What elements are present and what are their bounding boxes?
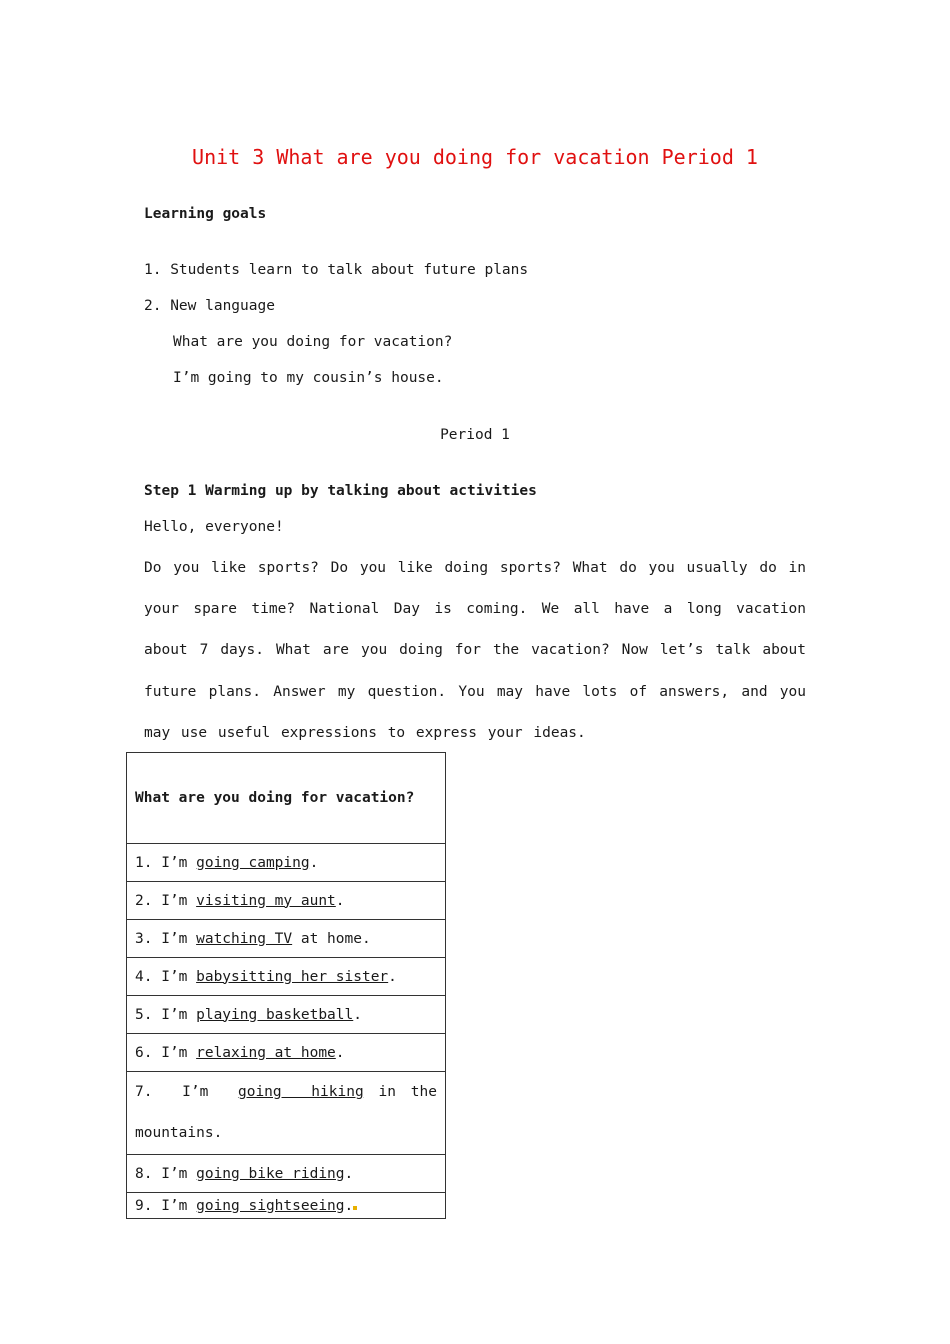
table-row: 4. I’m babysitting her sister.	[127, 958, 446, 996]
table-row: 6. I’m relaxing at home.	[127, 1034, 446, 1072]
document-title: Unit 3 What are you doing for vacation Period 1	[192, 145, 758, 169]
table-row: 7. I’m going hiking in the mountains.	[127, 1072, 446, 1155]
edit-marker-icon	[353, 1206, 357, 1210]
period-heading: Period 1	[440, 427, 510, 443]
example-sentence-1: What are you doing for vacation?	[173, 334, 453, 350]
table-header: What are you doing for vacation?	[127, 753, 446, 844]
greeting: Hello, everyone!	[144, 519, 284, 535]
goal-item-2: 2. New language	[144, 298, 275, 314]
table-row: 9. I’m going sightseeing.	[127, 1193, 446, 1219]
step1-heading: Step 1 Warming up by talking about activities	[144, 483, 537, 499]
table-row: 1. I’m going camping.	[127, 844, 446, 882]
table-row: 2. I’m visiting my aunt.	[127, 882, 446, 920]
example-sentence-2: I’m going to my cousin’s house.	[173, 370, 444, 386]
table-row: 3. I’m watching TV at home.	[127, 920, 446, 958]
learning-goals-heading: Learning goals	[144, 206, 267, 222]
goal-item-1: 1. Students learn to talk about future plans	[144, 262, 529, 278]
step1-paragraph: Do you like sports? Do you like doing sports? What do you usually do in your spare time? National Day is coming. We all have a long vacation about 7 days. What are you doing for the vacation? Now let’s talk about future plans. Answer my question. You may have lots of answers, and you may use useful expressions to express your ideas.	[144, 560, 806, 741]
vacation-activities-table	[126, 752, 446, 1219]
table-row: 8. I’m going bike riding.	[127, 1155, 446, 1193]
table-row: 5. I’m playing basketball.	[127, 996, 446, 1034]
